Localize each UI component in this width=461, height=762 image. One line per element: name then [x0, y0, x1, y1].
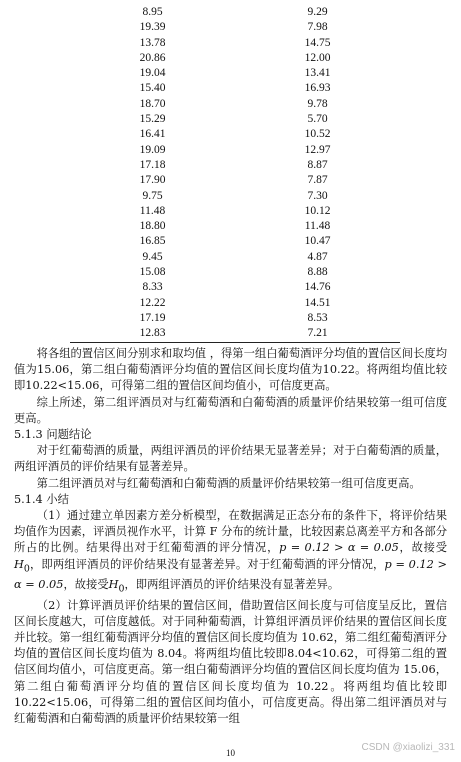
- table-row: [70, 112, 400, 127]
- table-cell: 15.40: [139, 82, 166, 95]
- table-cell: 18.80: [139, 220, 166, 233]
- table-cell: 7.87: [307, 174, 328, 187]
- table-row: [70, 5, 400, 20]
- table-row: [70, 81, 400, 96]
- table-cell: 14.51: [304, 296, 331, 309]
- table-cell: 12.22: [139, 296, 166, 309]
- paragraph-ci-summary: （2）计算评酒员评价结果的置信区间，借助置信区间长度与可信度呈反比，置信区间长度越大，可信度越低。对于同种葡萄酒，计算组评酒员评价结果的置信区间长度并比较。第一组红葡萄酒评分均值的置信区间长度均值为 10.62，第二组红葡萄酒评分均值的置信区间长度均值为 8.04。将两组均值比较即8.04<10.62，可得第二组的置信区间均值小，可信度更高。第一组白葡萄酒评分均值的置信区间长度均值为 15.06，第二组白葡萄酒评分均值的置信区间长度均值为 10.22。将两组均值比较即 10.22<15.06，可得第二组的置信区间均值小，可信度更高。得出第二组评酒员对与红葡萄酒和白葡萄酒的质量评价结果较第一组: [14, 598, 447, 725]
- table-row: [70, 265, 400, 280]
- table-cell: 17.18: [139, 158, 166, 171]
- paragraph-white-wine-ci: 将各组的置信区间分别求和取均值 ，得第一组白葡萄酒评分均值的置信区间长度均值为15.06，第二组白葡萄酒评分均值的置信区间长度均值为10.22。将两组均值比较即10.22<15.06，可得第二组的置信区间均值小，可信度更高。: [14, 347, 447, 393]
- table-cell: 16.93: [304, 82, 331, 95]
- section-heading-5-1-3: 5.1.3 问题结论: [14, 428, 92, 442]
- table-cell: 9.29: [307, 6, 328, 18]
- table-cell: 10.52: [304, 128, 331, 141]
- table-row: [70, 234, 400, 249]
- table-row: [70, 20, 400, 35]
- score-table: [70, 5, 400, 343]
- score-table-wrap: [70, 5, 400, 343]
- table-cell: 10.12: [304, 204, 331, 217]
- watermark: CSDN @xiaolizi_331: [361, 742, 455, 753]
- table-cell: 4.87: [307, 250, 328, 263]
- table-cell: 17.90: [139, 174, 166, 187]
- table-cell: 20.86: [139, 51, 166, 64]
- table-cell: 7.30: [307, 189, 328, 202]
- table-row: [70, 326, 400, 342]
- table-row: [70, 143, 400, 158]
- table-row: [70, 97, 400, 112]
- table-row: [70, 189, 400, 204]
- table-cell: 12.97: [304, 143, 331, 156]
- table-cell: 9.78: [307, 97, 328, 110]
- table-cell: 8.95: [142, 6, 163, 18]
- table-row: [70, 280, 400, 295]
- table-row: [70, 173, 400, 188]
- table-cell: 12.00: [304, 51, 331, 64]
- table-cell: 8.33: [142, 281, 163, 294]
- table-cell: 8.53: [307, 311, 328, 324]
- body-text: [14, 346, 447, 727]
- table-cell: 19.09: [139, 143, 166, 156]
- table-cell: 11.48: [139, 204, 166, 217]
- table-cell: 8.87: [307, 158, 328, 171]
- table-cell: 13.78: [139, 36, 166, 49]
- table-cell: 9.75: [142, 189, 163, 202]
- table-row: [70, 51, 400, 66]
- table-cell: 12.83: [70, 326, 235, 342]
- paragraph-conclusion-1: 对于红葡萄酒的质量，两组评酒员的评价结果无显著差异；对于白葡萄酒的质量，两组评酒员的评价结果有显著差异。: [14, 444, 447, 474]
- table-row: [70, 36, 400, 51]
- table-cell: 8.88: [307, 266, 328, 279]
- page-number: 10: [226, 748, 235, 758]
- paragraph-summary: 综上所述，第二组评酒员对与红葡萄酒和白葡萄酒的质量评价结果较第一组可信度更高。: [14, 395, 447, 425]
- section-heading-5-1-4: 5.1.4 小结: [14, 492, 69, 506]
- table-cell: 19.39: [139, 21, 166, 34]
- table-cell: 10.47: [304, 235, 331, 248]
- table-cell: 16.41: [139, 128, 166, 141]
- table-cell: 18.70: [139, 97, 166, 110]
- table-cell: 13.41: [304, 67, 331, 80]
- table-cell: 14.75: [304, 36, 331, 49]
- table-cell: 7.21: [235, 326, 400, 342]
- table-cell: 16.85: [139, 235, 166, 248]
- table-row: [70, 250, 400, 265]
- paragraph-conclusion-2: 第二组评酒员对与红葡萄酒和白葡萄酒的质量评价结果较第一组可信度更高。: [36, 476, 421, 490]
- table-cell: 5.70: [307, 113, 328, 126]
- table-cell: 15.29: [139, 113, 166, 126]
- table-row: [70, 66, 400, 81]
- table-cell: 15.08: [139, 266, 166, 279]
- table-cell: 7.98: [307, 21, 328, 34]
- table-cell: 17.19: [139, 311, 166, 324]
- table-row: [70, 311, 400, 326]
- table-row: [70, 158, 400, 173]
- table-cell: 19.04: [139, 67, 166, 80]
- table-cell: 14.76: [304, 281, 331, 294]
- paragraph-anova-summary: （1）通过建立单因素方差分析模型，在数据满足正态分布的条件下，将评价结果均值作为因素，评酒员视作水平，计算 F 分布的统计量，比较因素总离差平方和各部分所占的比例。结果得出对于红葡萄酒的评分情况，p = 0.12 > α = 0.05，故接受$H_0$，即两组评酒员的评价结果没有显著差异。对于红葡萄酒的评分情况，p = 0.12 > α = 0.05，故接受$H_0$，即两组评酒员的评价结果没有显著差异。: [14, 509, 448, 595]
- table-row: [70, 219, 400, 234]
- table-cell: 9.45: [142, 250, 163, 263]
- table-cell: 11.48: [304, 220, 331, 233]
- table-row: [70, 296, 400, 311]
- table-row: [70, 204, 400, 219]
- table-row: [70, 127, 400, 142]
